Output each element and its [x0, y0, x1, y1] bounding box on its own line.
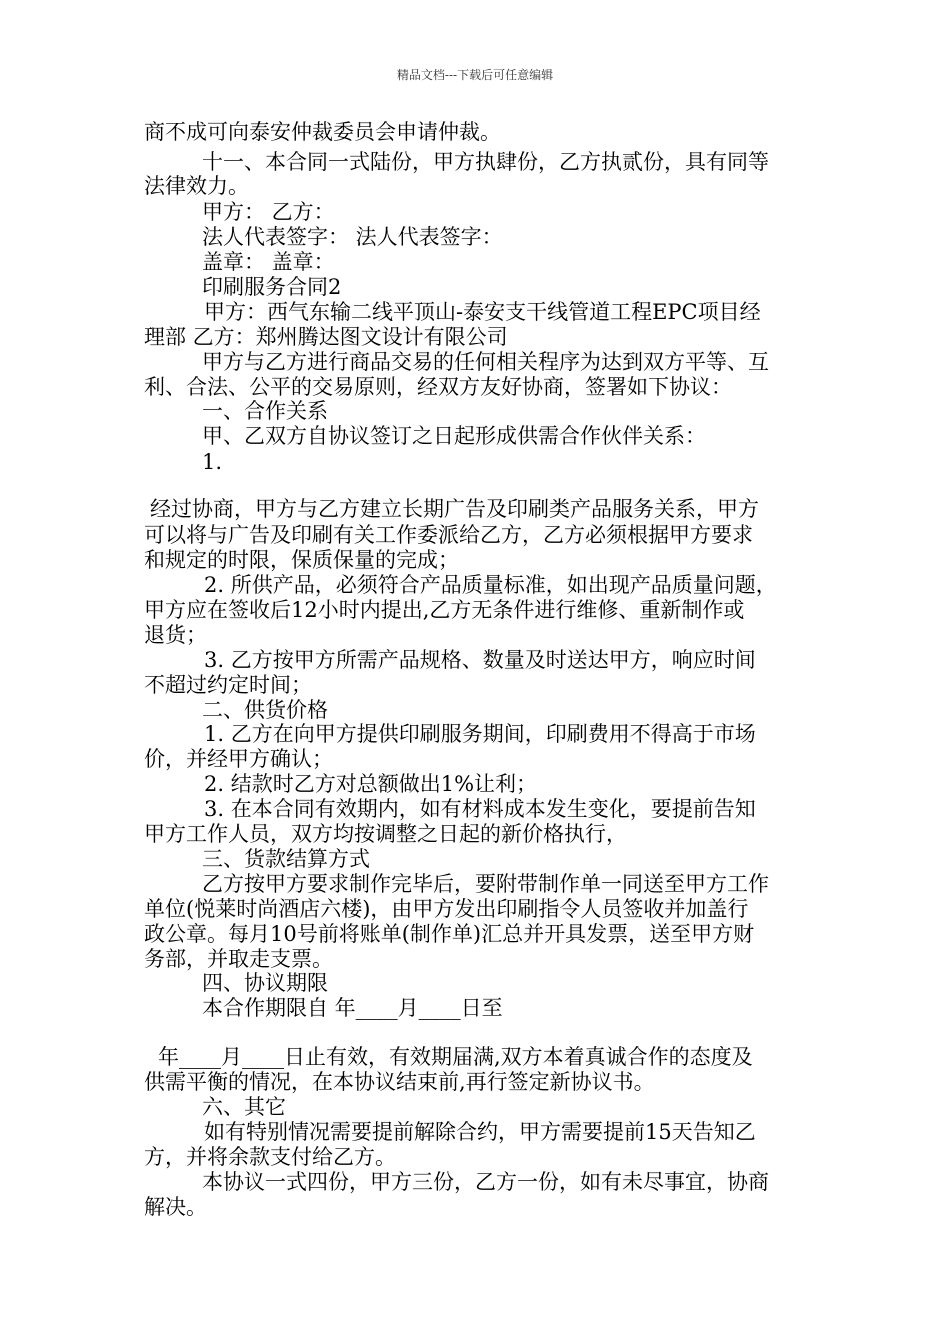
- text-line: 甲方应在签收后12小时内提出,乙方无条件进行维修、重新制作或: [144, 598, 745, 622]
- text-line: 务部，并取走支票。: [144, 947, 333, 971]
- text-line: 甲方工作人员，双方均按调整之日起的新价格执行，: [144, 822, 627, 846]
- text-line: 甲方： 乙方：: [202, 200, 335, 224]
- text-line: 2. 所供产品，必须符合产品质量标准，如出现产品质量问题，: [204, 573, 777, 597]
- text-line: 政公章。每月10号前将账单(制作单)汇总并开具发票，送至甲方财: [144, 922, 755, 946]
- text-line: 甲、乙双方自协议签订之日起形成供需合作伙伴关系：: [202, 424, 706, 448]
- text-line: 不超过约定时间；: [144, 673, 312, 697]
- text-line: 法律效力。: [144, 174, 249, 198]
- page-header: 精品文档---下载后可任意编辑: [396, 68, 554, 82]
- text-line: 十一、本合同一式陆份，甲方执肆份，乙方执贰份，具有同等: [202, 150, 769, 174]
- text-line: 可以将与广告及印刷有关工作委派给乙方，乙方必须根据甲方要求: [144, 523, 753, 547]
- text-line: 单位(悦莱时尚酒店六楼)，由甲方发出印刷指令人员签收并加盖行: [144, 897, 749, 921]
- text-line: 本协议一式四份，甲方三份，乙方一份，如有未尽事宜，协商: [202, 1170, 769, 1194]
- text-line: 退货；: [144, 623, 207, 647]
- text-line: 价，并经甲方确认；: [144, 747, 333, 771]
- text-line: 年____月____日止有效，有效期届满,双方本着真诚合作的态度及: [158, 1045, 753, 1069]
- text-line: 3. 在本合同有效期内，如有材料成本发生变化，要提前告知: [204, 797, 756, 821]
- section-heading: 六、其它: [202, 1095, 286, 1119]
- text-line: 法人代表签字： 法人代表签字：: [202, 225, 503, 249]
- section-heading: 二、供货价格: [202, 698, 328, 722]
- text-line: 理部 乙方：郑州腾达图文设计有限公司: [144, 325, 508, 349]
- section-heading: 四、协议期限: [202, 971, 328, 995]
- text-line: 1.: [202, 450, 223, 474]
- text-line: 1. 乙方在向甲方提供印刷服务期间，印刷费用不得高于市场: [204, 722, 756, 746]
- text-line: 甲方：西气东输二线平顶山-泰安支干线管道工程EPC项目经: [204, 300, 761, 324]
- text-line: 利、合法、公平的交易原则，经双方友好协商，签署如下协议：: [144, 375, 732, 399]
- text-line: 本合作期限自 年____月____日至: [202, 996, 503, 1020]
- text-line: 解决。: [144, 1195, 207, 1219]
- text-line: 供需平衡的情况，在本协议结束前,再行签定新协议书。: [144, 1070, 655, 1094]
- text-line: 乙方按甲方要求制作完毕后，要附带制作单一同送至甲方工作: [202, 872, 769, 896]
- text-line: 3. 乙方按甲方所需产品规格、数量及时送达甲方，响应时间: [204, 648, 756, 672]
- text-line: 2. 结款时乙方对总额做出1%让利；: [204, 772, 538, 796]
- text-line: 甲方与乙方进行商品交易的任何相关程序为达到双方平等、互: [202, 350, 769, 374]
- section-heading: 三、货款结算方式: [202, 847, 370, 871]
- text-line: 经过协商，甲方与乙方建立长期广告及印刷类产品服务关系，甲方: [150, 497, 759, 521]
- text-line: 和规定的时限，保质保量的完成；: [144, 548, 459, 572]
- text-line: 商不成可向泰安仲裁委员会申请仲裁。: [144, 120, 501, 144]
- text-line: 如有特别情况需要提前解除合约，甲方需要提前15天告知乙: [204, 1120, 756, 1144]
- text-line: 方，并将余款支付给乙方。: [144, 1145, 396, 1169]
- text-line: 盖章： 盖章：: [202, 250, 335, 274]
- contract-title: 印刷服务合同2: [202, 275, 342, 299]
- section-heading: 一、合作关系: [202, 399, 328, 423]
